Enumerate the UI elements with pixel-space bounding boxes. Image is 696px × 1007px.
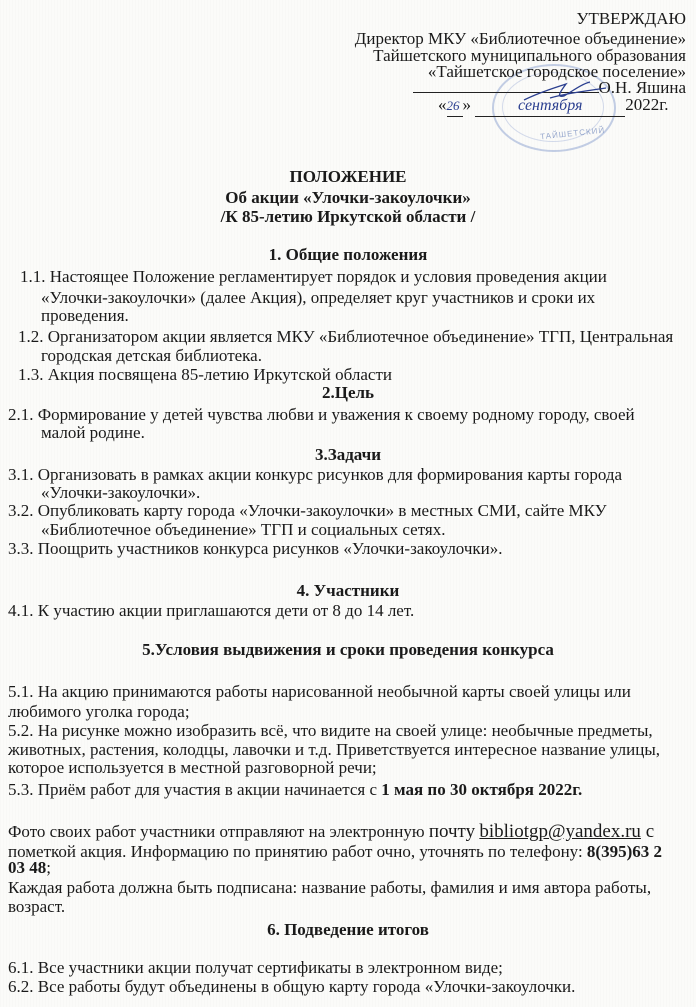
date-open-quote: « — [438, 95, 447, 114]
phone-number-cont: 03 48 — [8, 858, 47, 877]
section-4-heading: 4. Участники — [296, 581, 400, 600]
section-6-heading: 6. Подведение итогов — [267, 920, 429, 939]
section-3-heading: 3.Задачи — [314, 445, 382, 464]
date-close-quote: » — [462, 95, 471, 114]
section-5-line: 5.2. На рисунке можно изобразить всё, что видите на своей улице: необычные предметы, — [8, 721, 653, 740]
document-dedication: /К 85-летию Иркутской области / — [220, 207, 476, 226]
email-link[interactable]: bibliotgp@yandex.ru — [479, 821, 641, 842]
section-3-line: 3.1. Организовать в рамках акции конкурс рисунков для формирования карты города — [8, 465, 623, 484]
approval-signer: О.Н. Яшина — [598, 78, 686, 97]
section-6-line: 6.1. Все участники акции получат сертификаты в электронном виде; — [8, 958, 503, 977]
contacts-line — [8, 858, 51, 878]
section-5-line: любимого уголка города; — [8, 702, 190, 721]
section-5-heading: 5.Условия выдвижения и сроки проведения конкурса — [142, 640, 554, 659]
section-1-line: проведения. — [41, 306, 129, 325]
contacts-semicolon: ; — [46, 858, 51, 877]
section-1-line: 1.1. Настоящее Положение регламентирует порядок и условия проведения акции — [20, 267, 607, 286]
signature — [520, 78, 610, 106]
section-2-heading: 2.Цель — [321, 383, 375, 402]
date-year: 2022г. — [625, 95, 669, 114]
section-5-line: животных, растения, колодцы, лавочки и т.д. Приветствуется интересное название улицы, — [8, 740, 661, 759]
contacts-line: Каждая работа должна быть подписана: название работы, фамилия и имя автора работы, — [8, 878, 652, 897]
approval-organization: Тайшетского муниципального образования — [373, 46, 686, 65]
stamp-text: ТАЙШЕТСКИЙ — [539, 125, 606, 142]
contacts-text-suffix: с — [640, 821, 655, 842]
document-title: ПОЛОЖЕНИЕ — [289, 167, 407, 186]
contacts-line — [8, 822, 654, 842]
acceptance-text: 5.3. Приём работ для участия в акции начинается с — [8, 780, 382, 799]
acceptance-dates: 1 мая по 30 октября 2022г. — [381, 780, 583, 799]
section-1-heading: 1. Общие положения — [268, 245, 428, 264]
approval-position: Директор МКУ «Библиотечное объединение» — [354, 29, 686, 48]
section-2-line: 2.1. Формирование у детей чувства любви и уважения к своему родному городу, своей — [8, 405, 635, 424]
contacts-text: Фото своих работ участники отправляют на электронную — [8, 822, 429, 841]
section-1-line: 1.3. Акция посвящена 85-летию Иркутской области — [18, 365, 392, 384]
phone-number: 8(395)63 2 — [586, 842, 662, 861]
section-1-line: 1.2. Организатором акции является МКУ «Библиотечное объединение» ТГП, Центральная — [18, 327, 674, 346]
contacts-line: возраст. — [8, 897, 66, 916]
contacts-line — [8, 842, 662, 862]
date-day: 26 — [447, 96, 463, 117]
document-subtitle: Об акции «Улочки-закоулочки» — [225, 188, 471, 207]
section-3-line: 3.2. Опубликовать карту города «Улочки-закоулочки» в местных СМИ, сайте МКУ — [8, 501, 607, 520]
section-5-line-5-3 — [8, 780, 582, 800]
section-3-line: 3.3. Поощрить участников конкурса рисунков «Улочки-закоулочки». — [8, 539, 503, 558]
section-1-line: городская детская библиотека. — [41, 346, 262, 365]
approval-settlement: «Тайшетское городское поселение» — [427, 62, 686, 81]
approval-title: УТВЕРЖДАЮ — [576, 9, 686, 28]
section-5-line: 5.1. На акцию принимаются работы нарисованной необычной карты своей улицы или — [8, 682, 631, 701]
section-2-line: малой родине. — [41, 423, 145, 442]
contacts-text: пометкой акция. Информацию по принятию работ очно, уточнять по телефону: — [8, 842, 587, 861]
date-month: сентября — [475, 96, 625, 117]
section-1-line: «Улочки-закоулочки» (далее Акция), определяет круг участников и сроки их — [41, 288, 596, 307]
mail-word: почту — [428, 821, 476, 842]
section-3-line: «Улочки-закоулочки». — [41, 483, 201, 502]
section-6-line: 6.2. Все работы будут объединены в общую карту города «Улочки-закоулочки. — [8, 977, 576, 996]
section-5-line: которое используется в местной разговорной речи; — [8, 758, 377, 777]
section-4-line: 4.1. К участию акции приглашаются дети от 8 до 14 лет. — [8, 601, 415, 620]
section-3-line: «Библиотечное объединение» ТГП и социальных сетях. — [41, 520, 446, 539]
